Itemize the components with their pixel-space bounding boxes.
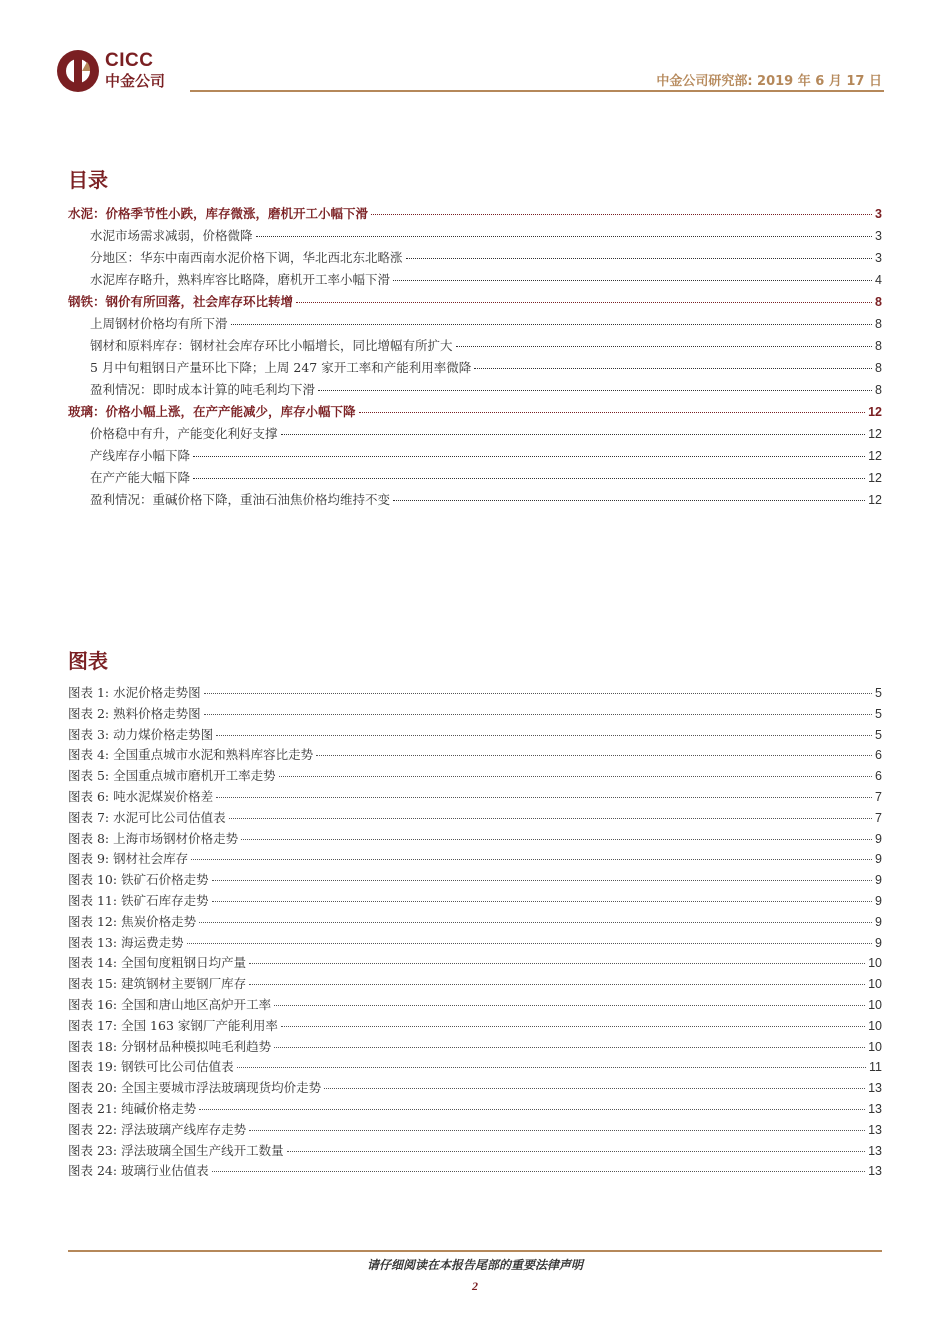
entry-page-number: 3 [875, 251, 882, 265]
entry-page-number: 8 [875, 383, 882, 397]
footer-divider [68, 1250, 882, 1252]
legal-notice: 请仔细阅读在本报告尾部的重要法律声明 [366, 1258, 583, 1272]
dot-leader [393, 279, 872, 281]
figure-entry[interactable] [68, 704, 882, 725]
entry-page-number: 10 [868, 977, 882, 992]
entry-page-number: 12 [868, 493, 882, 507]
entry-page-number: 13 [868, 1122, 882, 1137]
entry-title: 图表 9: 钢材社会库存 [68, 851, 189, 867]
entry-title: 在产产能大幅下降 [90, 470, 191, 485]
entry-title: 图表 10: 铁矿石价格走势 [68, 872, 209, 888]
entry-title: 图表 21: 纯碱价格走势 [68, 1100, 197, 1116]
entry-page-number: 9 [875, 873, 882, 888]
entry-title: 分地区：华东中南西南水泥价格下调，华北西北东北略涨 [90, 250, 403, 265]
entry-page-number: 9 [875, 935, 882, 950]
entry-title: 图表 17: 全国 163 家钢厂产能利用率 [68, 1017, 278, 1033]
dot-leader [193, 455, 865, 457]
dot-leader [249, 983, 865, 985]
dot-leader [324, 1087, 865, 1089]
toc-chapter-entry[interactable] [68, 291, 882, 313]
dot-leader [281, 433, 866, 435]
dot-leader [359, 411, 866, 413]
dot-leader [393, 499, 865, 501]
entry-title: 图表 15: 建筑钢材主要钢厂库存 [68, 976, 247, 992]
dot-leader [204, 713, 872, 715]
figure-entry[interactable] [68, 1016, 882, 1037]
figure-entry[interactable] [68, 1078, 882, 1099]
cicc-logo [55, 48, 195, 94]
entry-title: 图表 16: 全国和唐山地区高炉开工率 [68, 996, 272, 1012]
dot-leader [274, 1004, 865, 1006]
figure-entry[interactable] [68, 974, 882, 995]
entry-title: 图表 2: 熟料价格走势图 [68, 705, 201, 721]
figure-entry[interactable] [68, 1099, 882, 1120]
dot-leader [216, 734, 872, 736]
entry-page-number: 10 [868, 1039, 882, 1054]
entry-page-number: 10 [868, 997, 882, 1012]
toc-section-entry[interactable] [68, 225, 882, 247]
entry-page-number: 6 [875, 769, 882, 784]
entry-title: 图表 5: 全国重点城市磨机开工率走势 [68, 768, 276, 784]
toc-section-entry[interactable] [68, 335, 882, 357]
entry-page-number: 9 [875, 914, 882, 929]
entry-title: 图表 1: 水泥价格走势图 [68, 685, 201, 700]
figure-entry[interactable] [68, 1120, 882, 1141]
dot-leader [296, 301, 872, 303]
figure-entry[interactable] [68, 829, 882, 850]
logo-text-cn: 中金公司 [105, 72, 166, 90]
dot-leader [318, 389, 872, 391]
dot-leader [229, 817, 872, 819]
entry-title: 盈利情况：重碱价格下降，重油石油焦价格均维持不变 [90, 492, 391, 507]
dot-leader [191, 858, 872, 860]
entry-title: 图表 8: 上海市场钢材价格走势 [68, 830, 239, 846]
toc-section-entry[interactable] [68, 269, 882, 291]
figure-entry[interactable] [68, 745, 882, 766]
entry-page-number: 4 [875, 273, 882, 287]
dot-leader [249, 962, 865, 964]
figure-entry[interactable] [68, 933, 882, 954]
figures-title: 图表 [68, 649, 108, 673]
figure-entry[interactable] [68, 1037, 882, 1058]
figures-list [68, 683, 882, 1182]
dot-leader [249, 1129, 865, 1131]
entry-title: 盈利情况：即时成本计算的吨毛利均下滑 [90, 382, 316, 397]
dot-leader [406, 257, 873, 259]
entry-page-number: 12 [868, 471, 882, 485]
entry-title: 图表 24: 玻璃行业估值表 [68, 1163, 209, 1179]
figure-entry[interactable] [68, 766, 882, 787]
dot-leader [204, 692, 872, 694]
entry-page-number: 8 [875, 295, 882, 309]
figure-entry[interactable] [68, 808, 882, 829]
figure-entry[interactable] [68, 995, 882, 1016]
entry-title: 图表 14: 全国旬度粗钢日均产量 [68, 955, 247, 971]
entry-page-number: 8 [875, 317, 882, 331]
toc-title: 目录 [68, 168, 108, 192]
entry-page-number: 11 [869, 1060, 882, 1075]
entry-page-number: 13 [868, 1143, 882, 1158]
entry-title: 图表 13: 海运费走势 [68, 934, 184, 950]
cicc-emblem-icon [55, 48, 101, 94]
entry-title: 图表 23: 浮法玻璃全国生产线开工数量 [68, 1142, 284, 1158]
entry-page-number: 13 [868, 1101, 882, 1116]
entry-page-number: 3 [875, 207, 882, 221]
entry-title: 钢材和原料库存：钢材社会库存环比小幅增长，同比增幅有所扩大 [90, 338, 453, 353]
entry-title: 图表 4: 全国重点城市水泥和熟料库容比走势 [68, 747, 314, 763]
toc-section-entry[interactable] [68, 467, 882, 489]
entry-title: 图表 12: 焦炭价格走势 [68, 913, 197, 929]
entry-title: 图表 18: 分钢材品种模拟吨毛利趋势 [68, 1038, 272, 1054]
dot-leader [193, 477, 865, 479]
dot-leader [256, 235, 873, 237]
entry-title: 图表 6: 吨水泥煤炭价格差 [68, 788, 214, 804]
toc-section-entry[interactable] [68, 489, 882, 511]
figure-entry[interactable] [68, 1141, 882, 1162]
entry-page-number: 10 [868, 1018, 882, 1033]
entry-title: 图表 7: 水泥可比公司估值表 [68, 809, 226, 825]
toc-chapter-entry[interactable] [68, 203, 882, 225]
dot-leader [456, 345, 873, 347]
entry-page-number: 7 [875, 810, 882, 825]
page-number: 2 [472, 1279, 478, 1293]
toc-list [68, 203, 882, 511]
toc-section-entry[interactable] [68, 247, 882, 269]
entry-title: 产线库存小幅下降 [90, 448, 191, 463]
header-divider [190, 90, 884, 92]
entry-page-number: 5 [875, 727, 882, 742]
toc-section-entry[interactable] [68, 313, 882, 335]
dot-leader [279, 775, 872, 777]
entry-title: 钢铁：钢价有所回落，社会库存环比转增 [68, 294, 294, 309]
figure-entry[interactable] [68, 1161, 882, 1182]
entry-page-number: 3 [875, 229, 882, 243]
dot-leader [237, 1066, 866, 1068]
entry-title: 玻璃：价格小幅上涨，在产产能减少，库存小幅下降 [68, 404, 356, 419]
entry-page-number: 10 [868, 956, 882, 971]
entry-title: 水泥：价格季节性小跌，库存微涨，磨机开工小幅下滑 [68, 206, 369, 221]
figure-entry[interactable] [68, 953, 882, 974]
dot-leader [474, 367, 872, 369]
dot-leader [187, 942, 872, 944]
entry-page-number: 13 [868, 1081, 882, 1096]
entry-title: 图表 11: 铁矿石库存走势 [68, 892, 209, 908]
entry-page-number: 6 [875, 748, 882, 763]
entry-page-number: 9 [875, 852, 882, 867]
entry-page-number: 12 [868, 449, 882, 463]
toc-section-entry[interactable] [68, 379, 882, 401]
entry-page-number: 5 [875, 706, 882, 721]
entry-page-number: 8 [875, 339, 882, 353]
figure-entry[interactable] [68, 870, 882, 891]
entry-page-number: 7 [875, 789, 882, 804]
figure-entry[interactable] [68, 683, 882, 704]
dot-leader [316, 754, 872, 756]
figure-entry[interactable] [68, 912, 882, 933]
header-department-date: 中金公司研究部: 2019 年 6 月 17 日 [656, 74, 882, 89]
dot-leader [371, 213, 872, 215]
toc-section-entry[interactable] [68, 357, 882, 379]
figure-entry[interactable] [68, 1057, 882, 1078]
dot-leader [231, 323, 873, 325]
dot-leader [274, 1046, 865, 1048]
entry-title: 图表 22: 浮法玻璃产线库存走势 [68, 1121, 247, 1137]
dot-leader [199, 1108, 865, 1110]
dot-leader [281, 1025, 865, 1027]
entry-title: 水泥市场需求减弱，价格微降 [90, 228, 253, 243]
entry-title: 5 月中旬粗钢日产量环比下降；上周 247 家开工率和产能利用率微降 [90, 360, 472, 375]
dot-leader [241, 838, 872, 840]
dot-leader [216, 796, 872, 798]
entry-page-number: 12 [868, 405, 882, 419]
figure-entry[interactable] [68, 787, 882, 808]
logo-text-en: CICC [105, 50, 154, 71]
dot-leader [287, 1150, 866, 1152]
entry-page-number: 8 [875, 361, 882, 375]
toc-chapter-entry[interactable] [68, 401, 882, 423]
dot-leader [212, 1170, 866, 1172]
entry-title: 水泥库存略升，熟料库容比略降，磨机开工率小幅下滑 [90, 272, 391, 287]
dot-leader [212, 900, 872, 902]
entry-title: 图表 19: 钢铁可比公司估值表 [68, 1059, 234, 1075]
figure-entry[interactable] [68, 849, 882, 870]
figure-entry[interactable] [68, 725, 882, 746]
entry-page-number: 9 [875, 831, 882, 846]
entry-page-number: 13 [868, 1164, 882, 1179]
toc-section-entry[interactable] [68, 445, 882, 467]
entry-page-number: 12 [868, 427, 882, 441]
dot-leader [199, 921, 872, 923]
toc-section-entry[interactable] [68, 423, 882, 445]
entry-title: 上周钢材价格均有所下滑 [90, 316, 228, 331]
dot-leader [212, 879, 872, 881]
entry-title: 图表 3: 动力煤价格走势图 [68, 726, 214, 742]
entry-title: 价格稳中有升，产能变化利好支撑 [90, 426, 278, 441]
figure-entry[interactable] [68, 891, 882, 912]
entry-page-number: 9 [875, 893, 882, 908]
entry-title: 图表 20: 全国主要城市浮法玻璃现货均价走势 [68, 1080, 322, 1096]
entry-page-number: 5 [875, 686, 882, 700]
